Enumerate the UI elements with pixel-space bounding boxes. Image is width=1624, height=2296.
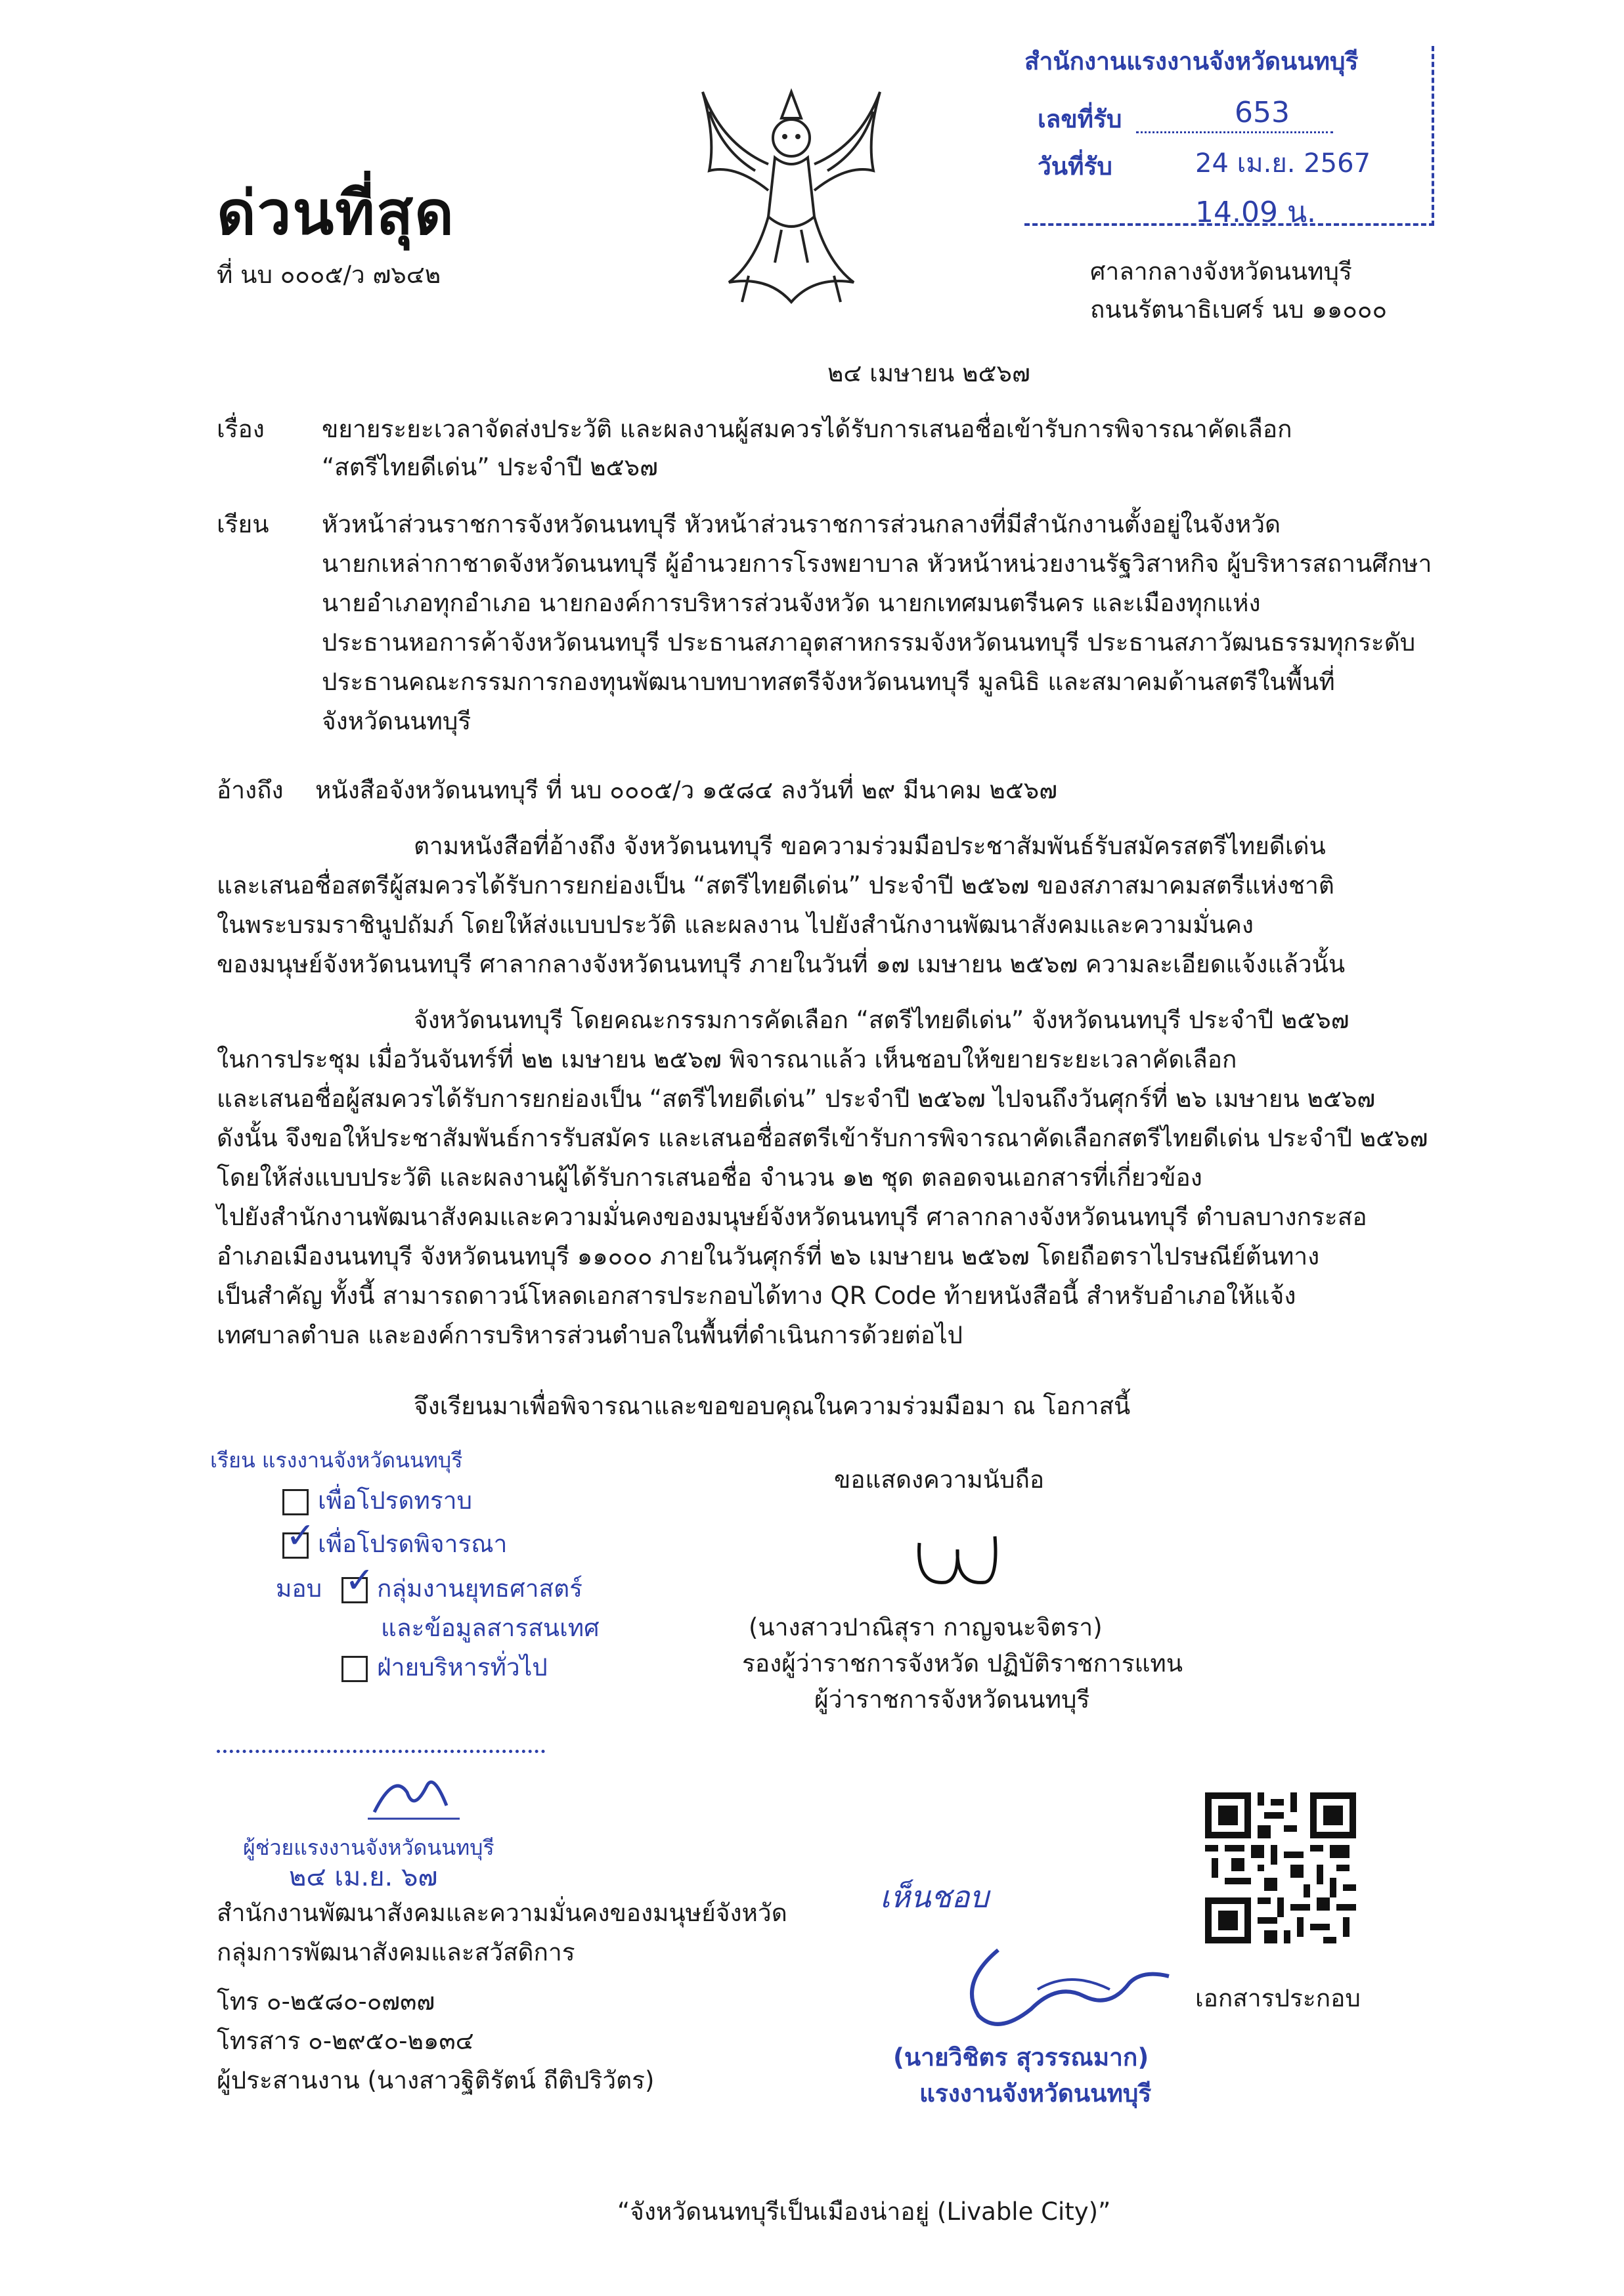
checkbox-checked-icon (282, 1532, 309, 1559)
body-paragraph-1 (217, 831, 1432, 988)
signature-icon (906, 1523, 1011, 1595)
signer-position-2: ผู้ว่าราชการจังหวัดนนทบุรี (814, 1685, 1090, 1714)
recipient-line: จังหวัดนนทบุรี (322, 707, 472, 735)
document-number: ที่ นบ ๐๐๐๕/ว ๗๖๔๒ (217, 261, 441, 289)
body-line: เป็นสำคัญ ทั้งนี้ สามารถดาวน์โหลดเอกสารประกอบได้ทาง QR Code ท้ายหนังสือนี้ สำหรับอำเภอให้แจ้ง (217, 1282, 1296, 1310)
labor-handwritten-note: เห็นชอบ (880, 1879, 989, 1915)
reference-text: หนังสือจังหวัดนนทบุรี ที่ นบ ๐๐๐๕/ว ๑๕๘๔ ลงวันที่ ๒๙ มีนาคม ๒๕๖๗ (315, 776, 1058, 804)
labor-signature-icon (959, 1943, 1175, 2035)
qr-code-icon (1205, 1792, 1356, 1943)
office-address-line1: ศาลากลางจังหวัดนนทบุรี (1090, 257, 1352, 286)
qr-caption: เอกสารประกอบ (1195, 1984, 1361, 2012)
receipt-stamp (1024, 46, 1434, 229)
respect-line: ขอแสดงความนับถือ (834, 1465, 1045, 1494)
labor-signer-name: (นายวิชิตร สุวรรณมาก) (893, 2043, 1149, 2071)
recipient-label: เรียน (217, 510, 269, 538)
body-line: โดยให้ส่งแบบประวัติ และผลงานผู้ได้รับการเสนอชื่อ จำนวน ๑๒ ชุด ตลอดจนเอกสารที่เกี่ยวข้อง (217, 1163, 1202, 1192)
signer-position-1: รองผู้ว่าราชการจังหวัด ปฏิบัติราชการแทน (742, 1649, 1183, 1678)
recipient-list (322, 509, 1438, 745)
body-line: ดังนั้น จึงขอให้ประชาสัมพันธ์การรับสมัคร และเสนอชื่อสตรีเข้ารับการพิจารณาคัดเลือกสตรีไทยดีเด่น ประจำปี ๒๕๖๗ (217, 1124, 1428, 1152)
assign-option: ฝ่ายบริหารทั่วไป (341, 1652, 548, 1683)
checkbox-checked-icon (341, 1577, 368, 1603)
body-line: ตามหนังสือที่อ้างถึง จังหวัดนนทบุรี ขอความร่วมมือประชาสัมพันธ์รับสมัครสตรีไทยดีเด่น (414, 832, 1326, 860)
routing-option: เพื่อโปรดทราบ (282, 1485, 472, 1517)
document-date: ๒๔ เมษายน ๒๕๖๗ (827, 359, 1030, 387)
assign-option-line2: และข้อมูลสารสนเทศ (381, 1614, 600, 1642)
checkbox-icon (341, 1656, 368, 1682)
body-line: ในพระบรมราชินูปถัมภ์ โดยให้ส่งแบบประวัติ และผลงาน ไปยังสำนักงานพัฒนาสังคมและความมั่นคง (217, 911, 1254, 939)
routing-to: เรียน แรงงานจังหวัดนนทบุรี (210, 1448, 463, 1473)
stamp-date-label: วันที่รับ (1038, 152, 1112, 181)
assign-option: ✓ กลุ่มงานยุทธศาสตร์ (341, 1573, 582, 1605)
recipient-line: ประธานหอการค้าจังหวัดนนทบุรี ประธานสภาอุตสาหกรรมจังหวัดนนทบุรี ประธานสภาวัฒนธรรมทุกระดับ (322, 628, 1416, 657)
office-address-line2: ถนนรัตนาธิเบศร์ นบ ๑๑๐๐๐ (1090, 295, 1388, 324)
reference-label: อ้างถึง (217, 776, 284, 804)
body-line: ในการประชุม เมื่อวันจันทร์ที่ ๒๒ เมษายน ๒๕๖๗ พิจารณาแล้ว เห็นชอบให้ขยายระยะเวลาคัดเลือก (217, 1045, 1237, 1073)
subject-line2: “สตรีไทยดีเด่น” ประจำปี ๒๕๖๗ (322, 453, 658, 481)
body-line: ไปยังสำนักงานพัฒนาสังคมและความมั่นคงของมนุษย์จังหวัดนนทบุรี ศาลากลางจังหวัดนนทบุรี ตำบลบางกระสอ (217, 1203, 1367, 1231)
subject-line1: ขยายระยะเวลาจัดส่งประวัติ และผลงานผู้สมควรได้รับการเสนอชื่อเข้ารับการพิจารณาคัดเลือก (322, 415, 1292, 443)
body-line: เทศบาลตำบล และองค์การบริหารส่วนตำบลในพื้นที่ดำเนินการด้วยต่อไป (217, 1321, 963, 1349)
labor-signer-title: แรงงานจังหวัดนนทบุรี (919, 2079, 1152, 2108)
urgency-label: ด่วนที่สุด (217, 177, 455, 248)
body-line: และเสนอชื่อสตรีผู้สมควรได้รับการยกย่องเป็น “สตรีไทยดีเด่น” ประจำปี ๒๕๖๗ ของสภาสมาคมสตรีแห่งชาติ (217, 871, 1334, 899)
garuda-emblem-icon (683, 66, 900, 315)
footer-tel: โทร ๐-๒๕๘๐-๐๗๓๗ (217, 1987, 435, 2016)
divider (217, 1750, 545, 1753)
body-line: และเสนอชื่อผู้สมควรได้รับการยกย่องเป็น “สตรีไทยดีเด่น” ประจำปี ๒๕๖๗ ไปจนถึงวันศุกร์ที่ ๒๖ เมษายน ๒๕๖๗ (217, 1085, 1376, 1113)
routing-note (210, 1444, 670, 1746)
slogan: “จังหวัดนนทบุรีเป็นเมืองน่าอยู่ (Livable City)” (617, 2198, 1111, 2226)
footer-fax: โทรสาร ๐-๒๙๕๐-๒๑๓๔ (217, 2027, 474, 2055)
recipient-line: หัวหน้าส่วนราชการจังหวัดนนทบุรี หัวหน้าส่วนราชการส่วนกลางที่มีสำนักงานตั้งอยู่ในจังหวัด (322, 510, 1281, 538)
routing-option: ✓เพื่อโปรดพิจารณา (282, 1528, 507, 1560)
recipient-line: นายอำเภอทุกอำเภอ นายกองค์การบริหารส่วนจังหวัด นายกเทศมนตรีนคร และเมืองทุกแห่ง (322, 589, 1261, 617)
stamp-time-value: 14.09 น. (1195, 196, 1317, 229)
footer-coordinator: ผู้ประสานงาน (นางสาวฐิติรัตน์ ถีติปริวัตร) (217, 2066, 655, 2094)
body-line: อำเภอเมืองนนทบุรี จังหวัดนนทบุรี ๑๑๐๐๐ ภายในวันศุกร์ที่ ๒๖ เมษายน ๒๕๖๗ โดยถือตราไปรษณีย์ต้นทาง (217, 1242, 1320, 1270)
stamp-no-value: 653 (1235, 96, 1290, 129)
routing-signer-date: ๒๔ เม.ย. ๖๗ (289, 1862, 438, 1892)
assign-label: มอบ (276, 1574, 322, 1603)
signer-name: (นางสาวปาณิสุรา กาญจนะจิตรา) (749, 1613, 1103, 1641)
body-line: จังหวัดนนทบุรี โดยคณะกรรมการคัดเลือก “สตรีไทยดีเด่น” จังหวัดนนทบุรี ประจำปี ๒๕๖๗ (414, 1006, 1350, 1034)
body-paragraph-2 (217, 1005, 1432, 1359)
stamp-no-label: เลขที่รับ (1038, 105, 1122, 133)
recipient-line: ประธานคณะกรรมการกองทุนพัฒนาบทบาทสตรีจังหวัดนนทบุรี มูลนิธิ และสมาคมด้านสตรีในพื้นที่ (322, 668, 1335, 696)
stamp-office: สำนักงานแรงงานจังหวัดนนทบุรี (1024, 47, 1359, 76)
body-line: ของมนุษย์จังหวัดนนทบุรี ศาลากลางจังหวัดนนทบุรี ภายในวันที่ ๑๗ เมษายน ๒๕๖๗ ความละเอียดแจ้งแล้วนั้น (217, 950, 1346, 978)
subject-label: เรื่อง (217, 415, 265, 443)
footer-group: กลุ่มการพัฒนาสังคมและสวัสดิการ (217, 1938, 575, 1966)
routing-signer-title: ผู้ช่วยแรงงานจังหวัดนนทบุรี (243, 1835, 494, 1860)
checkbox-icon (282, 1489, 309, 1515)
recipient-line: นายกเหล่ากาชาดจังหวัดนนทบุรี ผู้อำนวยการโรงพยาบาล หัวหน้าหน่วยงานรัฐวิสาหกิจ ผู้บริหารสถานศึกษา (322, 550, 1432, 578)
handwritten-signature-icon (368, 1766, 460, 1825)
closing-line: จึงเรียนมาเพื่อพิจารณาและขอขอบคุณในความร่วมมือมา ณ โอกาสนี้ (414, 1392, 1131, 1420)
footer-department: สำนักงานพัฒนาสังคมและความมั่นคงของมนุษย์จังหวัด (217, 1899, 787, 1927)
stamp-date-value: 24 เม.ย. 2567 (1195, 148, 1371, 179)
